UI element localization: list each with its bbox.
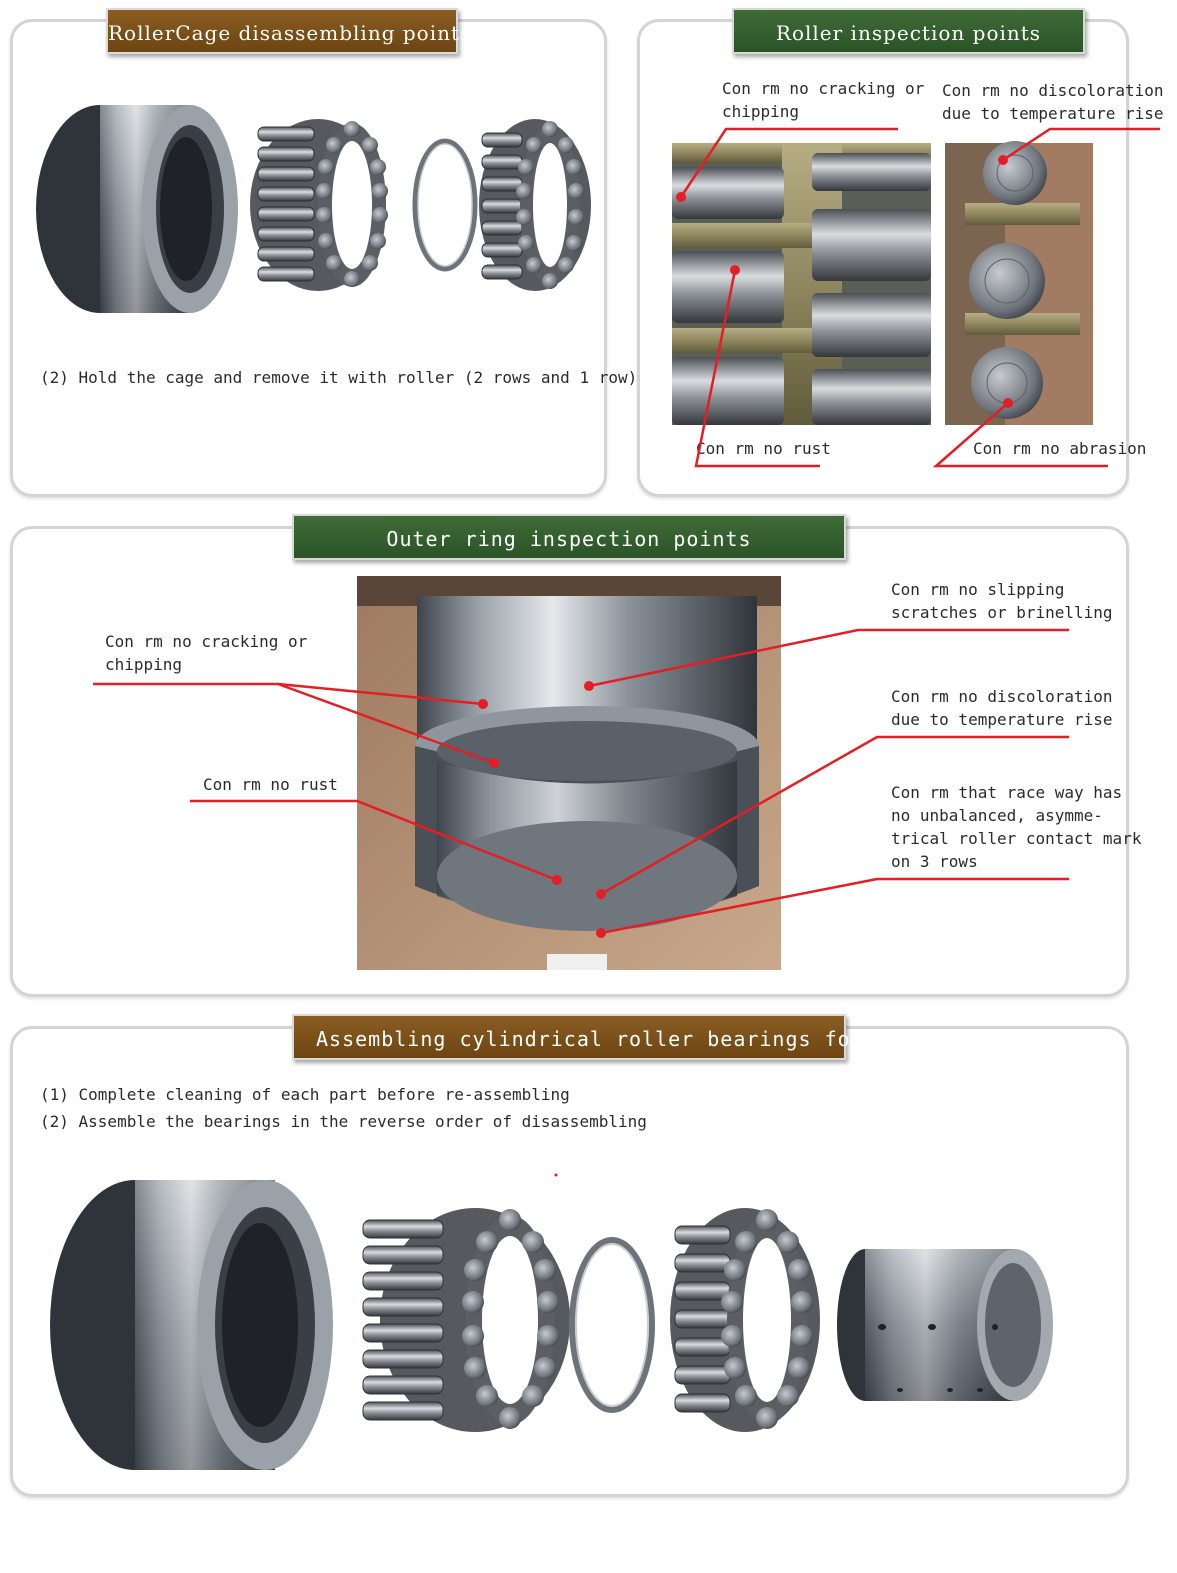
outer-ring-inspection-title: Outer ring inspection points <box>292 514 846 560</box>
bearing-assembly-parts-image <box>45 1170 1060 1480</box>
disassembled-bearing-parts-image <box>30 95 595 320</box>
outer-label-slipping: Con rm no slipping scratches or brinelling <box>891 580 1113 622</box>
outer-label-rust: Con rm no rust <box>203 775 338 794</box>
cage-disassembling-title: RollerCage disassembling points <box>106 8 458 54</box>
cage-removal-caption: (2) Hold the cage and remove it with roller (2 rows and 1 row) <box>40 368 638 387</box>
roller-ends-photo <box>945 143 1093 425</box>
outer-label-cracking: Con rm no cracking or chipping <box>105 632 308 674</box>
assembling-step-1: (1) Complete cleaning of each part before re-assembling <box>40 1085 570 1104</box>
roller-label-discoloration: Con rm no discoloration due to temperature rise <box>942 81 1164 123</box>
roller-label-rust: Con rm no rust <box>696 439 831 458</box>
roller-label-cracking: Con rm no cracking or chipping <box>722 79 925 121</box>
assembling-step-2: (2) Assemble the bearings in the reverse order of disassembling <box>40 1112 647 1131</box>
assembling-title: Assembling cylindrical roller bearings for backup rolls <box>292 1014 846 1060</box>
outer-ring-photo <box>357 576 781 970</box>
roller-inspection-title: Roller inspection points <box>732 8 1085 54</box>
outer-label-raceway: Con rm that race way has no unbalanced, asymme- trical roller contact mark on 3 rows <box>891 783 1142 871</box>
roller-cage-photo <box>672 143 931 425</box>
roller-label-abrasion: Con rm no abrasion <box>973 439 1147 458</box>
outer-label-discoloration: Con rm no discoloration due to temperature rise <box>891 687 1113 729</box>
